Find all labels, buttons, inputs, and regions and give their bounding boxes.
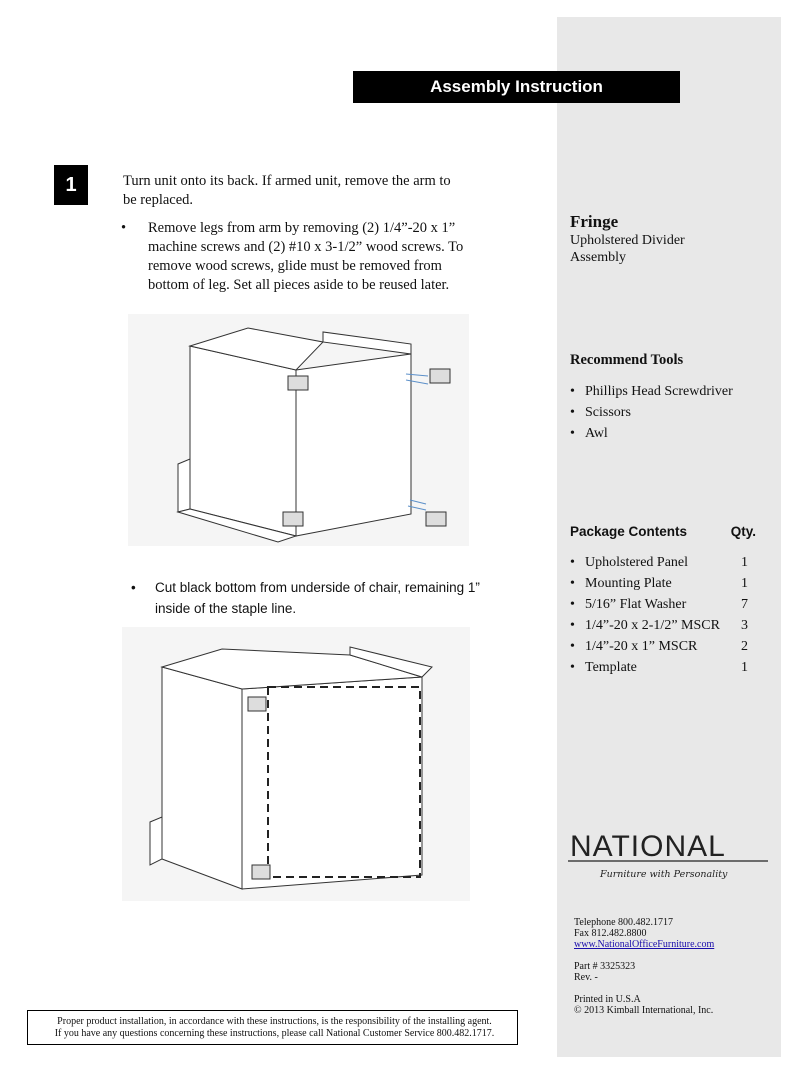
package-item xyxy=(570,552,748,573)
qty-heading: Qty. xyxy=(730,524,756,539)
package-item xyxy=(570,636,748,657)
package-item-qty: 3 xyxy=(741,618,748,633)
national-logo xyxy=(568,826,768,881)
tool-item: • Awl xyxy=(570,423,733,444)
package-list xyxy=(570,552,748,678)
copyright: © 2013 Kimball International, Inc. xyxy=(574,1005,714,1016)
contact-block xyxy=(574,917,714,1016)
logo-tagline: Furniture with Personality xyxy=(600,869,728,880)
tool-item: • Scissors xyxy=(570,402,733,423)
package-item-name: 1/4”-20 x 2-1/2” MSCR xyxy=(585,618,720,633)
step-number-badge: 1 xyxy=(54,165,88,205)
package-item xyxy=(570,657,748,678)
part-number: Part # 3325323 xyxy=(574,961,636,972)
revision: Rev. - xyxy=(574,972,598,983)
step-bullet-2 xyxy=(131,577,485,619)
product-subtitle xyxy=(570,232,770,266)
step-intro-text: Turn unit onto its back. If armed unit, remove the arm to be replaced. xyxy=(123,173,451,208)
package-item-qty: 1 xyxy=(741,555,748,570)
package-item-name: Upholstered Panel xyxy=(585,555,689,570)
package-item-qty: 2 xyxy=(741,639,748,654)
package-contents-heading: Package Contents xyxy=(570,524,688,539)
chair-bottom-drawing xyxy=(122,627,470,901)
fax: Fax 812.482.8800 xyxy=(574,928,647,939)
package-item-name: 5/16” Flat Washer xyxy=(585,597,687,612)
step-bullet-1-text: Remove legs from arm by removing (2) 1/4”-20 x 1” machine screws and (2) #10 x 3-1/2” wood screws. To remove wood screws, glide must be removed from bottom of leg. Set all pieces aside to be reused later. xyxy=(148,220,464,293)
printed-in: Printed in U.S.A xyxy=(574,994,641,1005)
tool-item: • Phillips Head Screwdriver xyxy=(570,381,733,402)
package-heading xyxy=(570,524,756,539)
notice-line-2: If you have any questions concerning these instructions, please call National Customer Service 800.482.1717. xyxy=(54,1028,495,1039)
package-item xyxy=(570,573,748,594)
step-bullet-1 xyxy=(121,219,473,295)
package-item-qty: 1 xyxy=(741,660,748,675)
bullet-icon: • xyxy=(121,220,127,236)
figure-remove-legs xyxy=(128,314,469,546)
website-link[interactable]: www.NationalOfficeFurniture.com xyxy=(574,939,715,950)
package-item-name: 1/4”-20 x 1” MSCR xyxy=(585,639,698,654)
tools-list xyxy=(570,381,733,444)
chair-on-back-drawing xyxy=(128,314,469,546)
product-subtitle-line2: Assembly xyxy=(570,250,626,265)
package-item xyxy=(570,615,748,636)
tools-heading: Recommend Tools xyxy=(570,352,684,368)
figure-cut-bottom xyxy=(122,627,470,901)
telephone: Telephone 800.482.1717 xyxy=(574,917,674,928)
package-item xyxy=(570,594,748,615)
package-item-qty: 1 xyxy=(741,576,748,591)
installation-notice xyxy=(27,1010,518,1045)
package-item-name: Template xyxy=(585,660,637,675)
product-name: Fringe xyxy=(570,212,619,231)
product-subtitle-line1: Upholstered Divider xyxy=(570,233,685,248)
bullet-icon: • xyxy=(131,580,136,595)
package-item-name: Mounting Plate xyxy=(585,576,672,591)
logo-wordmark: NATIONAL xyxy=(570,830,726,863)
notice-line-1: Proper product installation, in accordance with these instructions, is the responsibility of the installing agent. xyxy=(57,1016,492,1027)
package-item-qty: 7 xyxy=(741,597,748,612)
page-title: Assembly Instruction xyxy=(353,71,680,103)
step-bullet-2-text: Cut black bottom from underside of chair, remaining 1” inside of the staple line. xyxy=(155,580,480,616)
